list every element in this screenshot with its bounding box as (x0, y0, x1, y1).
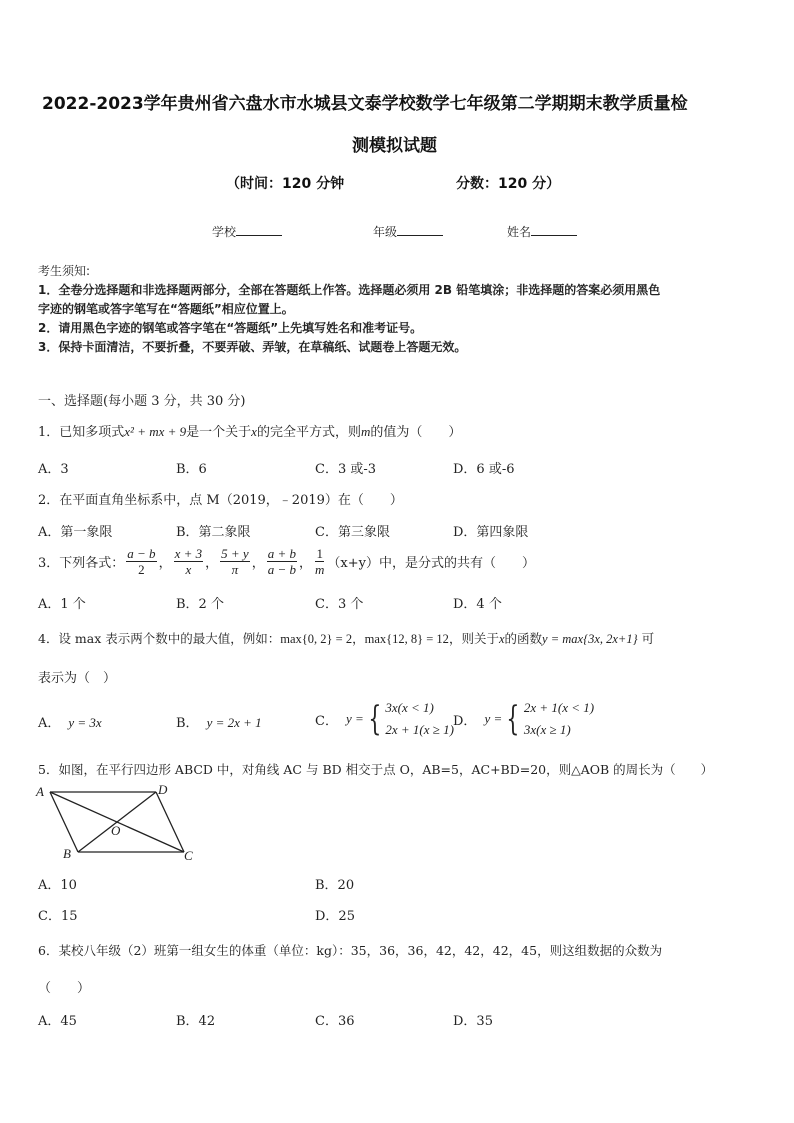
q1-mid2: 的完全平方式，则 (256, 425, 361, 440)
notes-item1-line2: 字迹的钢笔或答字笔写在“答题纸”相应位置上。 (38, 302, 294, 316)
q5-option-c[interactable]: C．15 (38, 909, 78, 924)
q4-option-d[interactable] (453, 697, 594, 741)
q2-option-b[interactable]: B．第二象限 (176, 525, 251, 540)
school-label: 学校 (212, 225, 237, 239)
q4-a-expr: y = 3x (68, 715, 102, 730)
question-6-stem: 6．某校八年级（2）班第一组女生的体重（单位：kg）：35，36，36，42，42，42，45，则这组数据的众数为 (38, 943, 663, 958)
notes-item3: 3．保持卡面清洁，不要折叠，不要弄破、弄皱，在草稿纸、试题卷上答题无效。 (38, 340, 467, 354)
time-info: （时间：120 分钟 (226, 176, 345, 192)
q1-mid: 是一个关于 (186, 425, 252, 440)
q4-var: x (498, 632, 505, 646)
vertex-label-d: D (158, 782, 168, 797)
grade-field[interactable] (373, 223, 443, 240)
q3-option-c[interactable]: C．3 个 (315, 597, 364, 612)
q3-fraction-1 (126, 546, 156, 577)
vertex-label-b: B (63, 846, 71, 861)
page-title-line1: 2022-2023学年贵州省六盘水市水城县文泰学校数学七年级第二学期期末教学质量检 (42, 94, 688, 114)
question-6-stem-line2: （ ） (38, 981, 91, 996)
q1-option-d[interactable]: D．6 或-6 (453, 462, 515, 477)
q3-f3-den: π (231, 562, 239, 577)
name-field[interactable] (507, 223, 577, 240)
q4-text-d: 的函数 (504, 631, 543, 646)
q4-c-case1: 3x(x < 1) (385, 700, 434, 715)
q4-c-cases: { 3x(x < 1) 2x + 1(x ≥ 1) (368, 699, 454, 739)
question-2-stem: 2．在平面直角坐标系中，点 M（2019，﹣2019）在（ ） (38, 493, 403, 508)
q3-fraction-2 (174, 546, 204, 577)
school-field[interactable] (212, 223, 282, 240)
diagonal-bd (78, 792, 156, 852)
q3-option-b[interactable]: B．2 个 (176, 597, 224, 612)
q3-option-d[interactable]: D．4 个 (453, 597, 502, 612)
q1-option-c[interactable]: C．3 或-3 (315, 462, 377, 477)
q4-b-expr: y = 2x + 1 (206, 715, 262, 730)
q1-option-b[interactable]: B．6 (176, 462, 207, 477)
q4-d-label: D． (453, 713, 477, 729)
q6-option-a[interactable]: A．45 (38, 1014, 77, 1029)
q1-var: x (251, 424, 257, 439)
q4-d-cases: { 2x + 1(x < 1) 3x(x ≥ 1) (506, 699, 595, 739)
side-ab (50, 792, 78, 852)
grade-blank[interactable] (397, 223, 443, 236)
q4-text-c: ，则关于 (448, 631, 499, 646)
q4-option-c[interactable] (315, 697, 454, 741)
vertex-label-a: A (36, 784, 44, 799)
q2-option-d[interactable]: D．第四象限 (453, 525, 529, 540)
q3-option-a[interactable]: A．1 个 (38, 597, 86, 612)
q3-f1-num: a − b (127, 546, 156, 561)
q3-fraction-3 (220, 546, 250, 577)
section-heading: 一、选择题(每小题 3 分，共 30 分) (38, 394, 246, 409)
question-4-stem-line1 (38, 629, 654, 647)
q4-text-e: 可 (637, 631, 655, 646)
q3-fraction-4 (267, 546, 297, 577)
center-label-o: O (111, 823, 121, 838)
school-blank[interactable] (236, 223, 282, 236)
q3-fraction-5 (314, 546, 325, 577)
q4-d-y: y = (484, 711, 503, 726)
name-blank[interactable] (531, 223, 577, 236)
q5-option-a[interactable]: A．10 (38, 878, 77, 893)
q2-option-a[interactable]: A．第一象限 (38, 525, 113, 540)
q3-suffix: （x+y）中，是分式的共有（ ） (327, 556, 535, 571)
q3-f5-den: m (315, 562, 325, 577)
q3-f1-den: 2 (138, 562, 145, 577)
q4-text-a: 4．设 max 表示两个数中的最大值，例如： (38, 631, 281, 646)
q1-suffix: 的值为（ ） (370, 425, 462, 440)
q5-option-d[interactable]: D．25 (315, 909, 355, 924)
name-label: 姓名 (507, 225, 532, 239)
q3-f2-num: x + 3 (174, 546, 203, 561)
q4-c-case2: 2x + 1(x ≥ 1) (385, 722, 454, 737)
parallelogram-figure (34, 780, 204, 862)
notes-heading: 考生须知: (38, 264, 91, 278)
q4-option-b[interactable] (176, 712, 262, 731)
exam-notes (38, 262, 660, 357)
q4-option-a[interactable] (38, 712, 102, 731)
question-3-stem: 3．下列各式： $\frac{a - b}{2}$ ， $\frac{x + 3}{x}$ ， $\frac{5 + y}{\pi}$ ， $\frac{a + b}{a - b}$ ， $\frac{1}{m}$ （x+y）中，是分式的共有（ ） (38, 546, 535, 577)
q6-option-d[interactable]: D．35 (453, 1014, 493, 1029)
q5-option-b[interactable]: B．20 (315, 878, 355, 893)
question-4-stem-line2: 表示为（ ） (38, 671, 117, 686)
q3-f4-num: a + b (267, 546, 296, 561)
notes-item2: 2．请用黑色字迹的钢笔或答字笔在“答题纸”上先填写姓名和准考证号。 (38, 321, 423, 335)
q4-c-y: y = (345, 711, 364, 726)
q3-prefix: 3．下列各式： (38, 556, 125, 571)
q3-f4-den: a − b (267, 562, 296, 577)
grade-label: 年级 (373, 225, 398, 239)
q3-f3-num: 5 + y (221, 546, 249, 561)
page-title-line2: 测模拟试题 (352, 136, 437, 156)
notes-item1-line1: 1．全卷分选择题和非选择题两部分，全部在答题纸上作答。选择题必须用 2B 铅笔填涂；非选择题的答案必须用黑色 (38, 283, 661, 297)
q4-d-case2: 3x(x ≥ 1) (523, 722, 571, 737)
q3-f5-num: 1 (316, 546, 323, 561)
q1-expr: x² + mx + 9 (124, 424, 187, 439)
q4-b-label: B． (176, 716, 199, 731)
q6-option-b[interactable]: B．42 (176, 1014, 216, 1029)
vertex-label-c: C (184, 848, 193, 862)
q3-f2-den: x (185, 562, 192, 577)
q4-d-case1: 2x + 1(x < 1) (523, 700, 595, 715)
q1-option-a[interactable]: A．3 (38, 462, 69, 477)
side-dc (156, 792, 184, 852)
score-info: 分数：120 分） (456, 176, 561, 192)
question-1-stem (38, 421, 461, 440)
q4-a-label: A． (38, 716, 61, 731)
q4-function: y = max{3x, 2x+1} (542, 632, 638, 646)
q4-c-label: C． (315, 713, 338, 729)
q4-example-1: max{0, 2} = 2 (280, 632, 353, 646)
q2-option-c[interactable]: C．第三象限 (315, 525, 390, 540)
q1-var2: m (360, 424, 371, 439)
q6-option-c[interactable]: C．36 (315, 1014, 355, 1029)
q4-text-b: ， (352, 631, 365, 646)
q4-example-2: max{12, 8} = 12 (364, 632, 449, 646)
q1-prefix: 1．已知多项式 (38, 425, 125, 440)
question-5-stem: 5．如图，在平行四边形 ABCD 中，对角线 AC 与 BD 相交于点 O，AB=5，AC+BD=20，则△AOB 的周长为（ ） (38, 762, 714, 777)
